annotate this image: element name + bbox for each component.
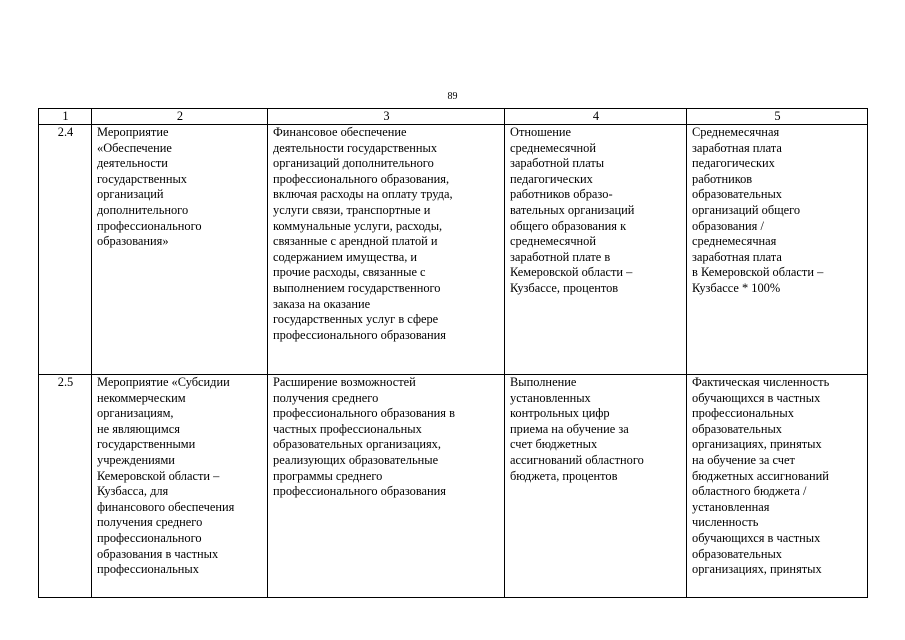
- column-header: 5: [687, 109, 868, 125]
- table-row: [39, 375, 868, 598]
- event-name-cell: [92, 375, 268, 598]
- row-number: 2.4: [39, 125, 92, 375]
- page-number: 89: [447, 91, 458, 102]
- table-header-row: [39, 109, 868, 125]
- event-name-cell: Мероприятие «Обеспечение деятельности государственных организаций дополнительного профессионального образования»: [92, 125, 268, 375]
- indicator-formula-cell: [687, 375, 868, 598]
- event-description-cell: Финансовое обеспечение деятельности государственных организаций дополнительного профессионального образования, включая расходы на оплату труда, услуги связи, транспортные и коммунальные услуги, расходы, связанные с арендной платой и содержанием имущества, и прочие расходы, связанные с выполнением государственного заказа на оказание государственных услуг в сфере профессионального образования: [268, 125, 505, 375]
- event-name-text: Мероприятие «Субсидии некоммерческим организациям, не являющимся государственными учреждениями Кемеровской области – Кузбасса, для финансового обеспечения получения среднего профессионального образования в частных профессиональных: [97, 375, 235, 577]
- row-number: 2.5: [39, 375, 92, 598]
- indicator-name-cell: Отношение среднемесячной заработной платы педагогических работников образо- вательных организаций общего образования к среднемесячной заработной плате в Кемеровской области – Кузбассе, процентов: [505, 125, 687, 375]
- column-header: 3: [268, 109, 505, 125]
- indicator-formula-text: Фактическая численность обучающихся в частных профессиональных образовательных организациях, принятых на обучение за счет бюджетных ассигнований областного бюджета / установленная численность обучающихся в частных образовательных организациях, принятых: [692, 375, 830, 577]
- event-description-cell: Расширение возможностей получения среднего профессионального образования в частных профессиональных образовательных организациях, реализующих образовательные программы среднего профессионального образования: [268, 375, 505, 598]
- indicator-table: [38, 108, 868, 598]
- column-header: 1: [39, 109, 92, 125]
- indicator-name-cell: Выполнение установленных контрольных цифр приема на обучение за счет бюджетных ассигнований областного бюджета, процентов: [505, 375, 687, 598]
- table-row: [39, 125, 868, 375]
- column-header: 2: [92, 109, 268, 125]
- column-header: 4: [505, 109, 687, 125]
- indicator-formula-cell: Среднемесячная заработная плата педагогических работников образовательных организаций общего образования / среднемесячная заработная плата в Кемеровской области – Кузбассе * 100%: [687, 125, 868, 375]
